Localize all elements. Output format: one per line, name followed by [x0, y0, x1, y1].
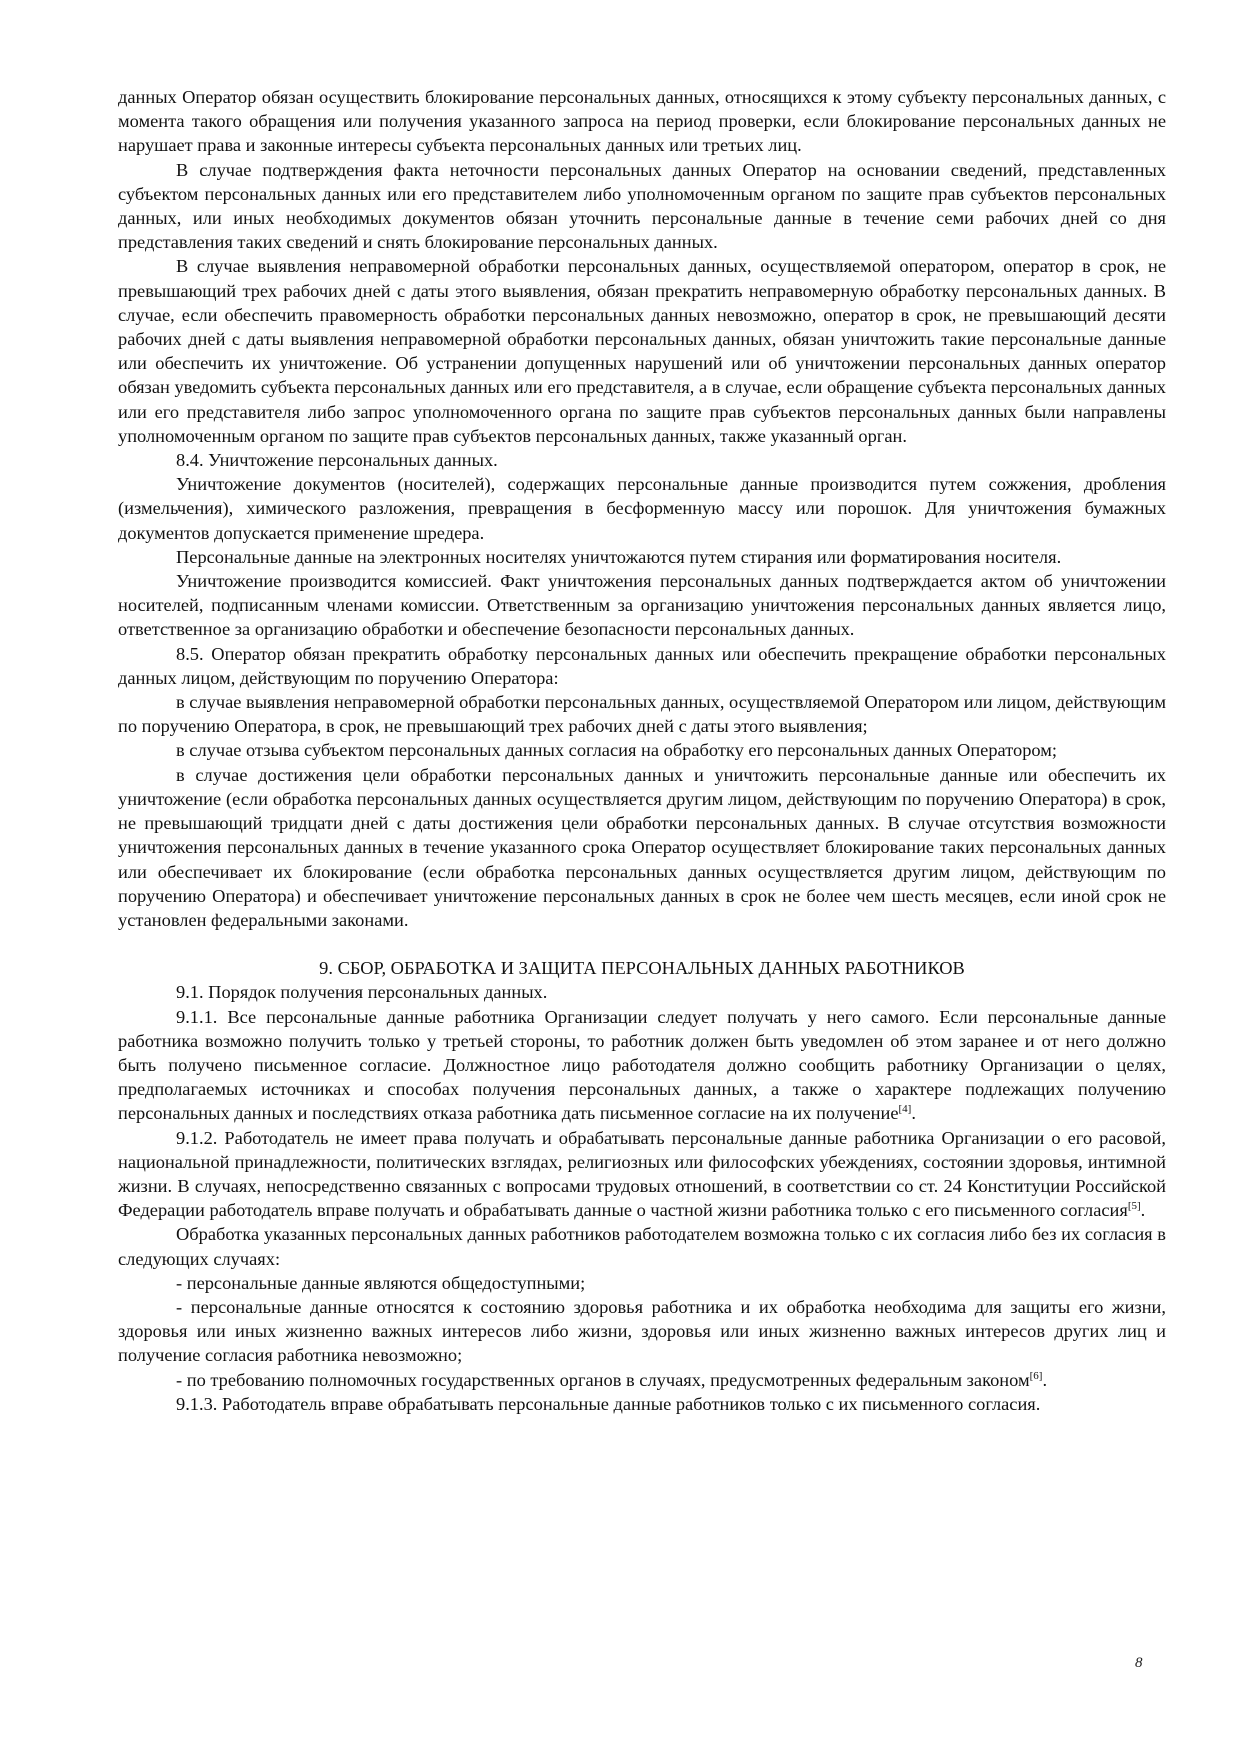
- section-heading: 9. СБОР, ОБРАБОТКА И ЗАЩИТА ПЕРСОНАЛЬНЫХ ДАННЫХ РАБОТНИКОВ: [319, 958, 965, 979]
- list-item: в случае отзыва субъектом персональных данных согласия на обработку его персональных данных Оператором;: [176, 740, 1057, 761]
- list-item: - персональные данные относятся к состоянию здоровья работника и их обработка необходима для защиты его жизни, здоровья или иных жизненно важных интересов либо жизни, здоровья или иных жизненно важных интересов других лиц и получение согласия работника невозможно;: [118, 1296, 1166, 1366]
- document-page: [118, 85, 1166, 1416]
- subsection-title: 9.1. Порядок получения персональных данных.: [176, 982, 548, 1003]
- paragraph: Персональные данные на электронных носителях уничтожаются путем стирания или форматирования носителя.: [176, 546, 1062, 567]
- paragraph: В случае подтверждения факта неточности персональных данных Оператор на основании сведений, представленных субъектом персональных данных или его представителем либо уполномоченным органом по защите прав субъектов персональных данных, или иных необходимых документов обязан уточнить персональные данные в течение семи рабочих дней со дня представления таких сведений и снять блокирование персональных данных.: [118, 159, 1166, 253]
- paragraph: Обработка указанных персональных данных работников работодателем возможна только с их согласия либо без их согласия в следующих случаях:: [118, 1224, 1166, 1269]
- paragraph: Уничтожение производится комиссией. Факт уничтожения персональных данных подтверждается актом об уничтожении носителей, подписанным членами комиссии. Ответственным за организацию уничтожения персональных данных является лицо, ответственное за организацию обработки и обеспечение безопасности персональных данных.: [118, 571, 1166, 640]
- subsection-title: 8.4. Уничтожение персональных данных.: [176, 450, 498, 471]
- paragraph: 8.5. Оператор обязан прекратить обработку персональных данных или обеспечить прекращение обработки персональных данных лицом, действующим по поручению Оператора:: [118, 643, 1166, 688]
- paragraph: 9.1.2. Работодатель не имеет права получать и обрабатывать персональные данные работника Организации о его расовой, национальной принадлежности, политических взглядах, религиозных или философских убеждениях, состоянии здоровья, интимной жизни. В случаях, непосредственно связанных с вопросами трудовых отношений, в соответствии со ст. 24 Конституции Российской Федерации работодатель вправе получать и обрабатывать данные о частной жизни работника только с его письменного согласия[5].: [118, 1127, 1166, 1221]
- paragraph: 9.1.1. Все персональные данные работника Организации следует получать у него самого. Если персональные данные работника возможно получить только у третьей стороны, то работник должен быть уведомлен об этом заранее и от него должно быть получено письменное согласие. Должностное лицо работодателя должно сообщить работнику Организации о целях, предполагаемых источниках и способах получения персональных данных, а также о характере подлежащих получению персональных данных и последствиях отказа работника дать письменное согласие на их получение[4].: [118, 1006, 1166, 1124]
- paragraph: В случае выявления неправомерной обработки персональных данных, осуществляемой оператором, оператор в срок, не превышающий трех рабочих дней с даты этого выявления, обязан прекратить неправомерную обработку персональных данных. В случае, если обеспечить правомерность обработки персональных данных невозможно, оператор в срок, не превышающий десяти рабочих дней с даты выявления неправомерной обработки персональных данных, обязан уничтожить такие персональные данные или обеспечить их уничтожение. Об устранении допущенных нарушений или об уничтожении персональных данных оператор обязан уведомить субъекта персональных данных или его представителя, а в случае, если обращение субъекта персональных данных или его представителя либо запрос уполномоченного органа по защите прав субъектов персональных данных были направлены уполномоченным органом по защите прав субъектов персональных данных, также указанный орган.: [118, 256, 1166, 446]
- paragraph: 9.1.3. Работодатель вправе обрабатывать персональные данные работников только с их письменного согласия.: [176, 1393, 1041, 1414]
- list-item: - персональные данные являются общедоступными;: [176, 1272, 586, 1293]
- list-item: в случае достижения цели обработки персональных данных и уничтожить персональные данные или обеспечить их уничтожение (если обработка персональных данных осуществляется другим лицом, действующим по поручению Оператора) в срок, не превышающий тридцати дней с даты достижения цели обработки персональных данных. В случае отсутствия возможности уничтожения персональных данных в течение указанного срока Оператор осуществляет блокирование таких персональных данных или обеспечивает их блокирование (если обработка персональных данных осуществляется другим лицом, действующим по поручению Оператора) и обеспечивает уничтожение персональных данных в срок не более чем шесть месяцев, если иной срок не установлен федеральными законами.: [118, 764, 1166, 930]
- footnote-ref[interactable]: [6]: [1029, 1369, 1043, 1382]
- paragraph: Уничтожение документов (носителей), содержащих персональные данные производится путем сожжения, дробления (измельчения), химического разложения, превращения в бесформенную массу или порошок. Для уничтожения бумажных документов допускается применение шредера.: [118, 474, 1166, 543]
- paragraph: данных Оператор обязан осуществить блокирование персональных данных, относящихся к этому субъекту персональных данных, с момента такого обращения или получения указанного запроса на период проверки, если блокирование персональных данных не нарушает права и законные интересы субъекта персональных данных или третьих лиц.: [118, 87, 1166, 156]
- list-item: - по требованию полномочных государственных органов в случаях, предусмотренных федеральным законом[6].: [176, 1369, 1048, 1390]
- page-number: 8: [1135, 1655, 1143, 1671]
- footnote-ref[interactable]: [5]: [1127, 1200, 1141, 1213]
- list-item: в случае выявления неправомерной обработки персональных данных, осуществляемой Оператором или лицом, действующим по поручению Оператора, в срок, не превышающий трех рабочих дней с даты этого выявления;: [118, 692, 1166, 737]
- footnote-ref[interactable]: [4]: [898, 1103, 912, 1116]
